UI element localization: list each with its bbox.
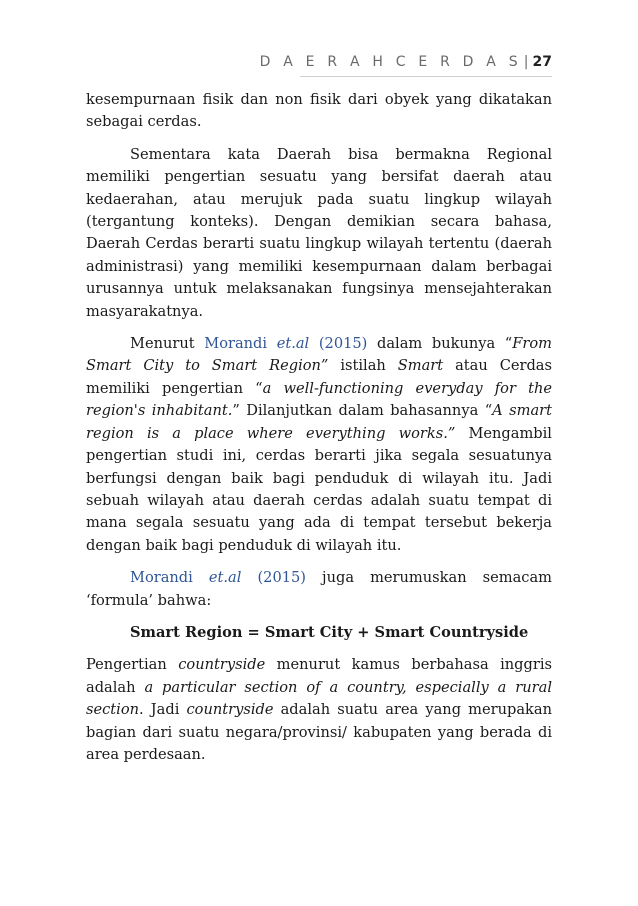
- running-header: [260, 54, 552, 70]
- dictionary-definition: a particular section of a country, especially a rural section: [86, 678, 553, 719]
- text-run: menurut kamus berbahasa inggris adalah: [86, 656, 552, 696]
- smart-term: Smart: [397, 357, 444, 375]
- text-run: ” Dilanjutkan dalam bahasannya “: [232, 402, 493, 420]
- page-number: 27: [532, 54, 552, 70]
- paragraph-4: [86, 567, 552, 612]
- citation-author: Morandi: [130, 569, 193, 587]
- countryside-term: countryside: [186, 701, 274, 719]
- citation-etal: et.al: [276, 335, 310, 353]
- header-title: D A E R A H C E R D A S: [259, 54, 522, 70]
- citation-etal: et.al: [208, 569, 242, 587]
- text-run: Pengertian: [86, 656, 179, 674]
- text-run: Menurut: [130, 335, 205, 353]
- header-rule: [300, 76, 552, 77]
- header-separator: |: [523, 54, 529, 70]
- citation-year: (2015): [318, 335, 368, 353]
- text-run: [267, 335, 277, 352]
- paragraph-1: kesempurnaan fisik dan non fisik dari obyek yang dikatakan sebagai cerdas.: [86, 91, 552, 131]
- text-run: juga merumuskan semacam ‘formula’ bahwa:: [86, 569, 553, 609]
- text-run: [309, 335, 319, 352]
- citation-year: (2015): [257, 569, 306, 587]
- body-text: [86, 89, 552, 776]
- text-run: atau Cerdas memiliki pengertian “: [86, 357, 552, 397]
- text-run: [241, 569, 257, 586]
- paragraph-5: [86, 654, 552, 766]
- text-run: adalah suatu area yang merupakan bagian dari suatu negara/provinsi/ kabupaten yang berada di area perdesaan.: [86, 701, 552, 763]
- citation-author: Morandi: [204, 335, 268, 353]
- text-run: . Jadi: [139, 701, 187, 719]
- book-title: From Smart City to Smart Region”: [86, 335, 553, 375]
- quote-definition: a well-functioning everyday for the region's inhabitant.: [86, 379, 552, 420]
- text-run: dalam bukunya “: [367, 335, 513, 353]
- text-run: Mengambil pengertian studi ini, cerdas berarti jika segala sesuatunya berfungsi dengan baik bagi penduduk di wilayah itu. Jadi sebuah wilayah atau daerah cerdas adalah suatu tempat di mana segala sesuatu yang ada di tempat tersebut bekerja dengan baik bagi penduduk di wilayah itu.: [86, 424, 552, 554]
- formula: Smart Region = Smart City + Smart Countryside: [130, 623, 529, 641]
- paragraph-3: [86, 333, 552, 557]
- text-run: [193, 569, 209, 586]
- paragraph-2: Sementara kata Daerah bisa bermakna Regional memiliki pengertian sesuatu yang bersifat daerah atau kedaerahan, atau merujuk pada suatu lingkup wilayah (tergantung konteks). Dengan demikian secara bahasa, Daerah Cerdas berarti suatu lingkup wilayah tertentu (daerah administrasi) yang memiliki kesempurnaan dalam berbagai urusannya untuk melaksanakan fungsinya mensejahterakan masyarakatnya.: [86, 145, 552, 320]
- text-run: istilah: [328, 357, 398, 375]
- quote-smart-region: A smart region is a place where everything works.”: [86, 402, 552, 442]
- countryside-term: countryside: [178, 656, 266, 674]
